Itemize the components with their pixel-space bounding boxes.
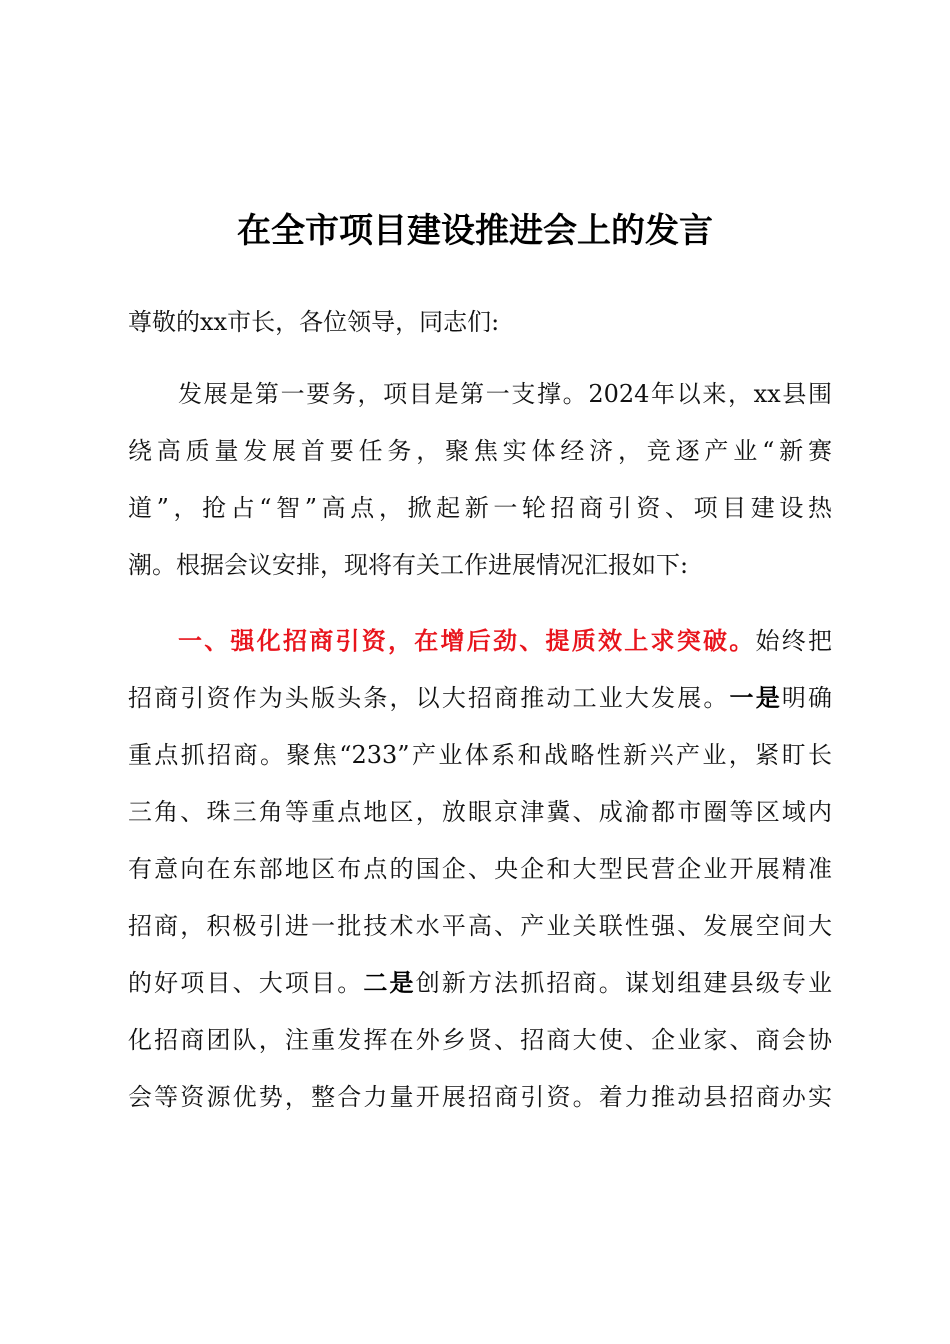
- section-1-line-2: [128, 681, 832, 715]
- section-1-line-4: 三角、珠三角等重点地区，放眼京津冀、成渝都市圈等区域内: [128, 798, 832, 826]
- intro-line-1: 发展是第一要务，项目是第一支撑。2024年以来，xx县围: [178, 380, 832, 408]
- section-1-line-7-pre: 的好项目、大项目。: [128, 969, 364, 997]
- section-1-line-3: 重点抓招商。聚焦“233”产业体系和战略性新兴产业，紧盯长: [128, 741, 832, 769]
- section-1-line-7: [128, 966, 832, 1000]
- section-1-line-6: 招商，积极引进一批技术水平高、产业关联性强、发展空间大: [128, 912, 832, 940]
- document-title: 在全市项目建设推进会上的发言: [237, 211, 713, 251]
- marker-first: 一是: [729, 684, 782, 712]
- section-1-line-9: 会等资源优势，整合力量开展招商引资。着力推动县招商办实: [128, 1083, 832, 1111]
- salutation: 尊敬的xx市长，各位领导，同志们:: [128, 308, 500, 336]
- section-1-line-2-tail: 明确: [781, 684, 833, 712]
- section-1-line-1: [178, 624, 832, 658]
- section-1-line-1-tail: 始终把: [755, 627, 832, 655]
- marker-second: 二是: [363, 969, 416, 997]
- section-1-line-2-pre: 招商引资作为头版头条，以大招商推动工业大发展。: [128, 684, 730, 712]
- section-1-heading: 一、强化招商引资，在增后劲、提质效上求突破。: [178, 627, 756, 655]
- intro-line-2: 绕高质量发展首要任务，聚焦实体经济，竞逐产业“新赛: [128, 437, 832, 465]
- intro-line-4: 潮。根据会议安排，现将有关工作进展情况汇报如下:: [128, 551, 689, 579]
- section-1-line-5: 有意向在东部地区布点的国企、央企和大型民营企业开展精准: [128, 855, 832, 883]
- intro-line-3: 道”，抢占“智”高点，掀起新一轮招商引资、项目建设热: [128, 494, 832, 522]
- section-1-line-7-tail: 创新方法抓招商。谋划组建县级专业: [415, 969, 833, 997]
- section-1-line-8: 化招商团队，注重发挥在外乡贤、招商大使、企业家、商会协: [128, 1026, 832, 1054]
